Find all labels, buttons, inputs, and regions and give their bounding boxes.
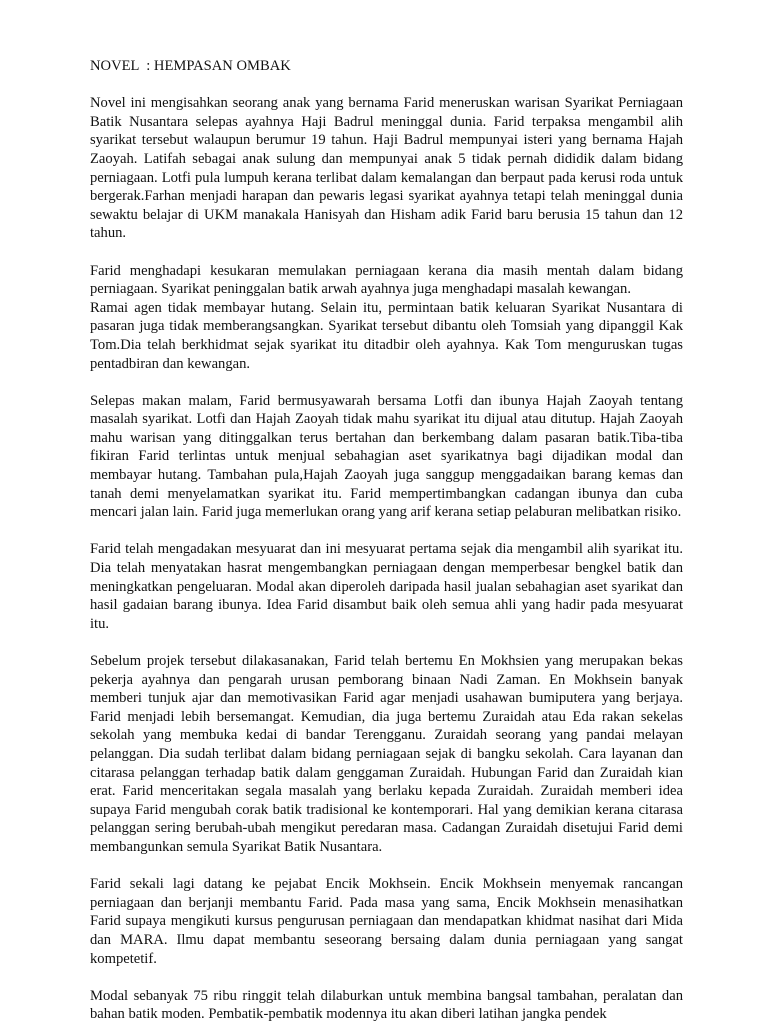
document-page	[90, 57, 683, 1024]
paragraph-7: Modal sebanyak 75 ribu ringgit telah dilaburkan untuk membina bangsal tambahan, peralatan dan bahan batik moden. Pembatik-pembatik modennya itu akan diberi latihan jangka pendek	[90, 987, 683, 1023]
paragraph-3: Selepas makan malam, Farid bermusyawarah bersama Lotfi dan ibunya Hajah Zaoyah tentang masalah syarikat. Lotfi dan Hajah Zaoyah tidak mahu syarikat itu dijual atau ditutup. Hajah Zaoyah mahu warisan yang ditinggalkan terus bertahan dan berkembang dalam pasaran batik.Tiba-tiba fikiran Farid terlintas untuk menjual sebahagian aset syarikatnya bagi dijadikan modal dan membayar hutang. Tambahan pula,Hajah Zaoyah juga sanggup menggadaikan barang kemas dan tanah demi menyelamatkan syarikat itu. Farid mempertimbangkan cadangan ibunya dan cuba mencari jalan lain. Farid juga memerlukan orang yang arif kerana setiap pelaburan melibatkan risiko.	[90, 392, 683, 521]
paragraph-4: Farid telah mengadakan mesyuarat dan ini mesyuarat pertama sejak dia mengambil alih syarikat itu. Dia telah menyatakan hasrat mengembangkan perniagaan dengan memperbesar bengkel batik dan meningkatkan pengeluaran. Modal akan diperoleh daripada hasil jualan sebahagian aset syarikat dan hasil gadaian barang ibunya. Idea Farid disambut baik oleh semua ahli yang hadir pada mesyuarat itu.	[90, 541, 683, 632]
paragraph-5: Sebelum projek tersebut dilakasanakan, Farid telah bertemu En Mokhsien yang merupakan bekas pekerja ayahnya dan pengarah urusan pemborang binaan Nadi Zaman. En Mokhsein banyak memberi tunjuk ajar dan memotivasikan Farid agar menjadi usahawan bumiputera yang berjaya. Farid menjadi lebih bersemangat. Kemudian, dia juga bertemu Zuraidah atau Eda rakan sekelas sekolah yang membuka kedai di bandar Terengganu. Zuraidah seorang yang pandai melayan pelanggan. Dia sudah terlibat dalam bidang perniagaan sejak di bangku sekolah. Cara layanan dan citarasa pelanggan terhadap batik dalam genggaman Zuraidah. Hubungan Farid dan Zuraidah kian erat. Farid menceritakan segala masalah yang berlaku kepada Zuraidah. Zuraidah memberi idea supaya Farid mengubah corak batik tradisional ke kontemporari. Hal yang demikian kerana citarasa pelanggan sering berubah-ubah mengikut peredaran masa. Cadangan Zuraidah disetujui Farid demi membangunkan semula Syarikat Batik Nusantara.	[90, 653, 683, 855]
paragraph-2: Farid menghadapi kesukaran memulakan perniagaan kerana dia masih mentah dalam bidang perniagaan. Syarikat peninggalan batik arwah ayahnya juga menghadapi masalah kewangan. Ramai agen tidak membayar hutang. Selain itu, permintaan batik keluaran Syarikat Nusantara di pasaran juga tidak memberangsangkan. Syarikat tersebut dibantu oleh Tomsiah yang dipanggil Kak Tom.Dia telah berkhidmat sejak syarikat itu ditadbir oleh ayahnya. Kak Tom menguruskan tugas pentadbiran dan kewangan.	[90, 262, 683, 372]
paragraph-1: Novel ini mengisahkan seorang anak yang bernama Farid meneruskan warisan Syarikat Perniagaan Batik Nusantara selepas ayahnya Haji Badrul meninggal dunia. Farid terpaksa mengambil alih syarikat tersebut walaupun berumur 19 tahun. Haji Badrul mempunyai isteri yang bernama Hajah Zaoyah. Latifah sebagai anak sulung dan mempunyai anak 5 tidak pernah dididik dalam bidang perniagaan. Lotfi pula lumpuh kerana terlibat dalam kemalangan dan berpaut pada kerusi roda untuk bergerak.Farhan menjadi harapan dan pewaris legasi syarikat ayahnya tetapi telah meninggal dunia sewaktu belajar di UKM manakala Hanisyah dan Hisham adik Farid baru berusia 15 tahun dan 12 tahun.	[90, 95, 683, 242]
paragraph-6: Farid sekali lagi datang ke pejabat Encik Mokhsein. Encik Mokhsein menyemak rancangan perniagaan dan berjanji membantu Farid. Pada masa yang sama, Encik Mokhsein menasihatkan Farid supaya mengikuti kursus pengurusan perniagaan dan mendapatkan khidmat nasihat dari Mida dan MARA. Ilmu dapat membantu seseorang bersaing dalam dunia perniagaan yang sangat kompetetif.	[90, 876, 683, 967]
document-title: NOVEL : HEMPASAN OMBAK	[90, 58, 291, 74]
